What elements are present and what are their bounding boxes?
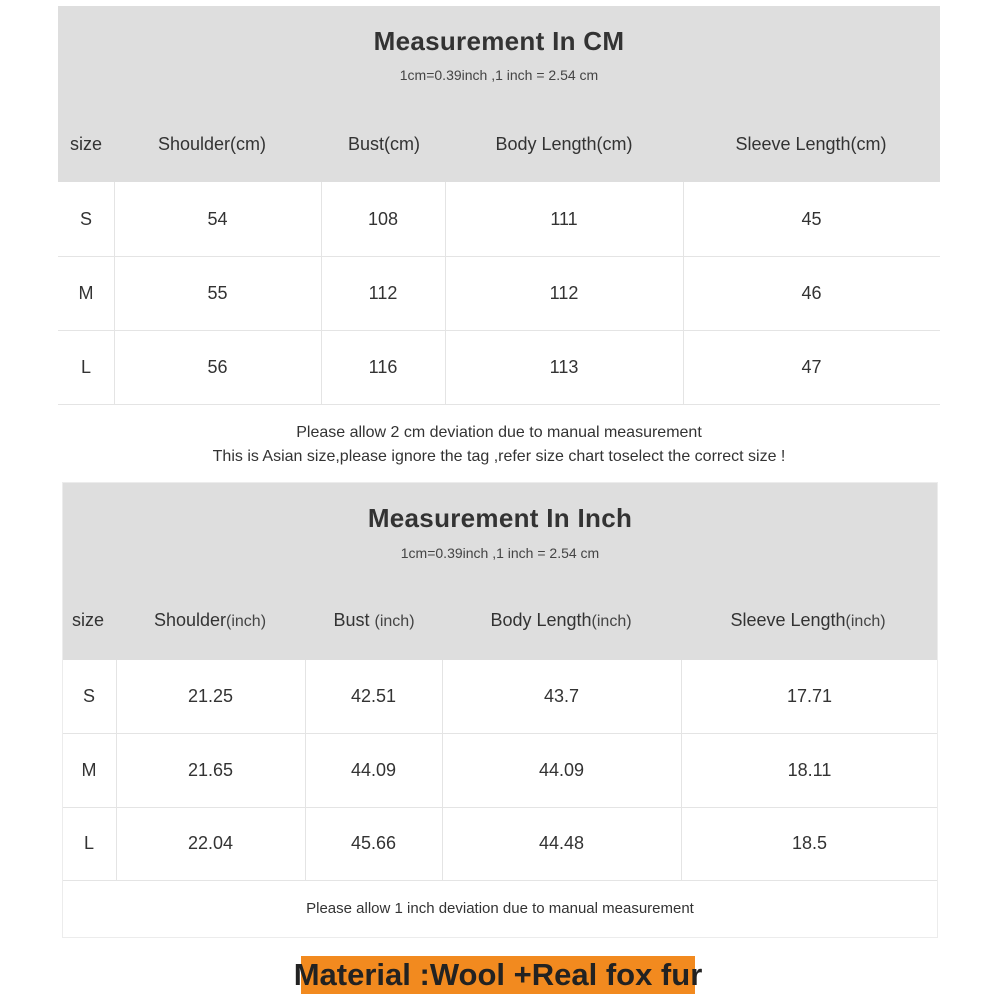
inch-cell-size: L <box>83 833 94 853</box>
inch-header-bust: Bust (inch) <box>333 610 415 630</box>
cm-cell-size: L <box>80 356 91 377</box>
cm-cell-body-length: 113 <box>549 356 579 377</box>
cm-header-size: size <box>69 134 103 154</box>
cm-conversion-note: 1cm=0.39inch ,1 inch = 2.54 cm <box>399 67 599 83</box>
cm-size-chart <box>58 6 940 476</box>
cm-table-row <box>58 330 940 405</box>
inch-table-row <box>62 660 938 734</box>
material-banner: Material :Wool +Real fox fur <box>293 957 703 992</box>
inch-cell-body-length: 44.48 <box>538 833 585 853</box>
cm-cell-body-length: 111 <box>550 208 578 229</box>
inch-cell-bust: 45.66 <box>350 833 397 853</box>
cm-cell-bust: 112 <box>368 282 398 303</box>
inch-size-chart <box>62 482 938 938</box>
inch-header-size: size <box>71 610 105 630</box>
inch-deviation-note: Please allow 1 inch deviation due to manual measurement <box>306 900 694 917</box>
inch-cell-body-length: 44.09 <box>538 759 585 780</box>
inch-cell-size: S <box>82 686 95 706</box>
cm-cell-sleeve-length: 47 <box>801 356 822 377</box>
inch-conversion-note: 1cm=0.39inch ,1 inch = 2.54 cm <box>400 545 600 561</box>
inch-cell-shoulder: 21.65 <box>187 759 234 780</box>
inch-cell-bust: 42.51 <box>350 686 397 706</box>
cm-cell-sleeve-length: 45 <box>801 208 822 229</box>
inch-header-body-length: Body Length(inch) <box>490 610 632 630</box>
inch-cell-shoulder: 21.25 <box>187 686 234 706</box>
cm-table-title: Measurement In CM <box>373 26 625 56</box>
cm-cell-body-length: 112 <box>549 282 579 303</box>
cm-deviation-note: Please allow 2 cm deviation due to manual measurement <box>296 424 702 441</box>
cm-table-header-band <box>58 6 940 182</box>
cm-header-shoulder: Shoulder(cm) <box>157 134 267 154</box>
inch-header-shoulder: Shoulder(inch) <box>153 610 267 630</box>
inch-table-header-band <box>62 482 938 660</box>
inch-table-title: Measurement In Inch <box>367 503 633 533</box>
inch-cell-shoulder: 22.04 <box>187 833 234 853</box>
inch-table-row <box>62 807 938 881</box>
cm-cell-size: S <box>79 208 92 229</box>
cm-cell-bust: 116 <box>368 356 398 377</box>
cm-header-body-length: Body Length(cm) <box>495 134 633 154</box>
inch-cell-sleeve-length: 18.5 <box>791 833 828 853</box>
cm-cell-bust: 108 <box>367 208 399 229</box>
inch-cell-bust: 44.09 <box>350 759 397 780</box>
cm-cell-shoulder: 54 <box>207 208 228 229</box>
cm-table-row <box>58 182 940 257</box>
inch-cell-size: M <box>81 759 97 780</box>
inch-cell-sleeve-length: 18.11 <box>787 759 832 780</box>
cm-cell-shoulder: 56 <box>207 356 228 377</box>
cm-header-bust: Bust(cm) <box>348 134 420 154</box>
inch-cell-body-length: 43.7 <box>543 686 580 706</box>
cm-table-row <box>58 256 940 331</box>
cm-cell-size: M <box>78 282 94 303</box>
cm-cell-sleeve-length: 46 <box>801 282 822 303</box>
inch-table-row <box>62 733 938 808</box>
cm-header-sleeve-length: Sleeve Length(cm) <box>735 134 887 154</box>
cm-cell-shoulder: 55 <box>207 282 228 303</box>
inch-header-sleeve-length: Sleeve Length(inch) <box>730 610 886 630</box>
asian-size-note: This is Asian size,please ignore the tag ,refer size chart toselect the correct size ! <box>212 448 786 465</box>
inch-cell-sleeve-length: 17.71 <box>786 686 833 706</box>
